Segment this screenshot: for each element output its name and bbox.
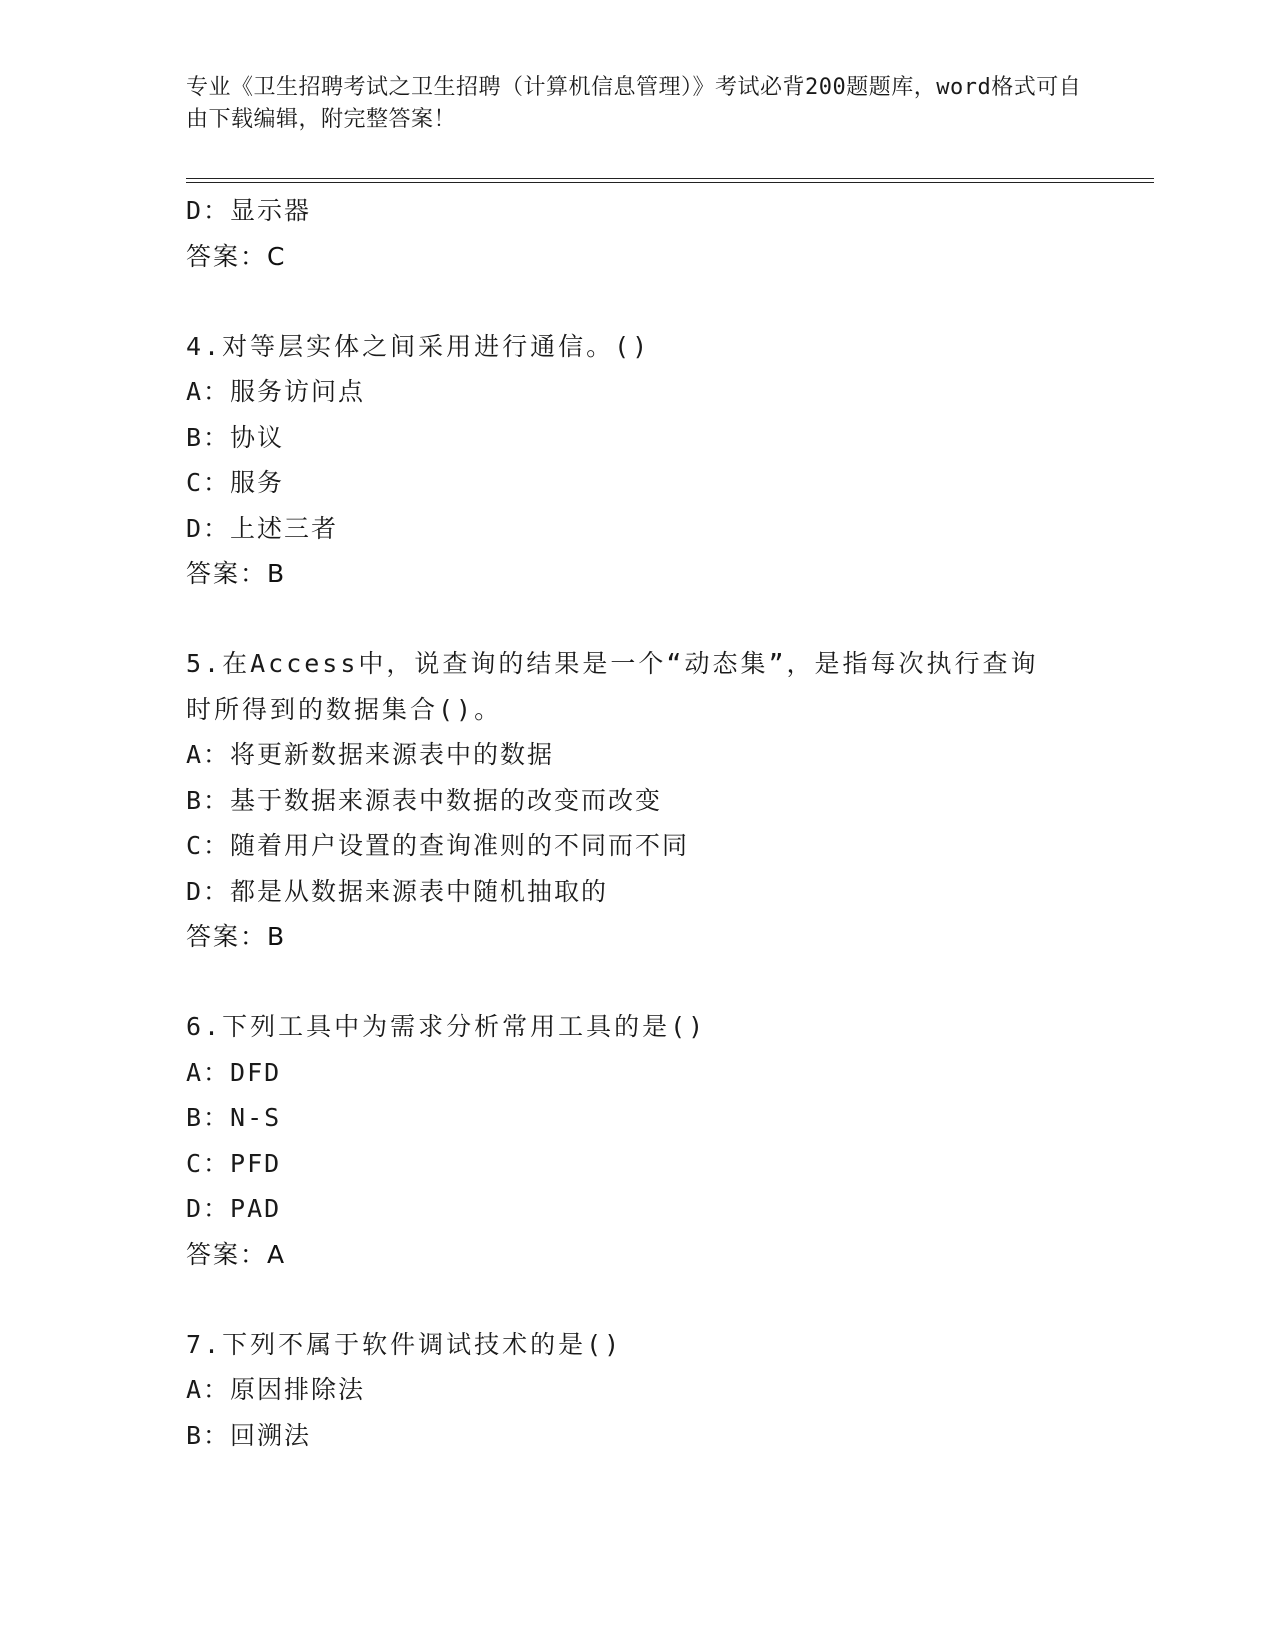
header-title: 专业《卫生招聘考试之卫生招聘（计算机信息管理）》考试必背200题题库，word格式可自由下载编辑，附完整答案！ <box>186 75 1082 132</box>
option-c: C：随着用户设置的查询准则的不同而不同 <box>186 831 690 860</box>
option-d: D：上述三者 <box>186 513 339 543</box>
option-a: A：将更新数据来源表中的数据 <box>186 740 555 769</box>
question-list <box>186 188 1086 1458</box>
option-a: A：DFD <box>186 1057 282 1087</box>
spacer <box>186 279 1086 324</box>
option-d: D：显示器 <box>186 196 312 225</box>
answer-line: 答案：B <box>186 559 287 588</box>
option-a: A：服务访问点 <box>186 377 366 406</box>
spacer <box>186 1277 1086 1322</box>
option-d: D：都是从数据来源表中随机抽取的 <box>186 876 609 906</box>
answer-line: 答案：A <box>186 1239 287 1269</box>
option-b: B：N-S <box>186 1103 282 1132</box>
option-c: C：服务 <box>186 468 285 497</box>
option-b: B：协议 <box>186 422 285 452</box>
header-divider <box>186 178 1154 183</box>
option-b: B：基于数据来源表中数据的改变而改变 <box>186 785 663 815</box>
question-stem: 4.对等层实体之间采用进行通信。() <box>186 331 651 361</box>
spacer <box>186 596 1086 641</box>
spacer <box>186 959 1086 1004</box>
answer-line: 答案：C <box>186 241 287 271</box>
question-stem: 7.下列不属于软件调试技术的是() <box>186 1329 623 1359</box>
option-a: A：原因排除法 <box>186 1375 366 1404</box>
option-d: D：PAD <box>186 1194 282 1223</box>
document-header <box>186 72 1086 136</box>
option-c: C：PFD <box>186 1148 282 1178</box>
answer-line: 答案：B <box>186 922 287 951</box>
question-stem: 5.在Access中，说查询的结果是一个“动态集”，是指每次执行查询时所得到的数据集合()。 <box>186 649 1039 724</box>
option-b: B：回溯法 <box>186 1420 312 1450</box>
question-stem: 6.下列工具中为需求分析常用工具的是() <box>186 1012 707 1041</box>
